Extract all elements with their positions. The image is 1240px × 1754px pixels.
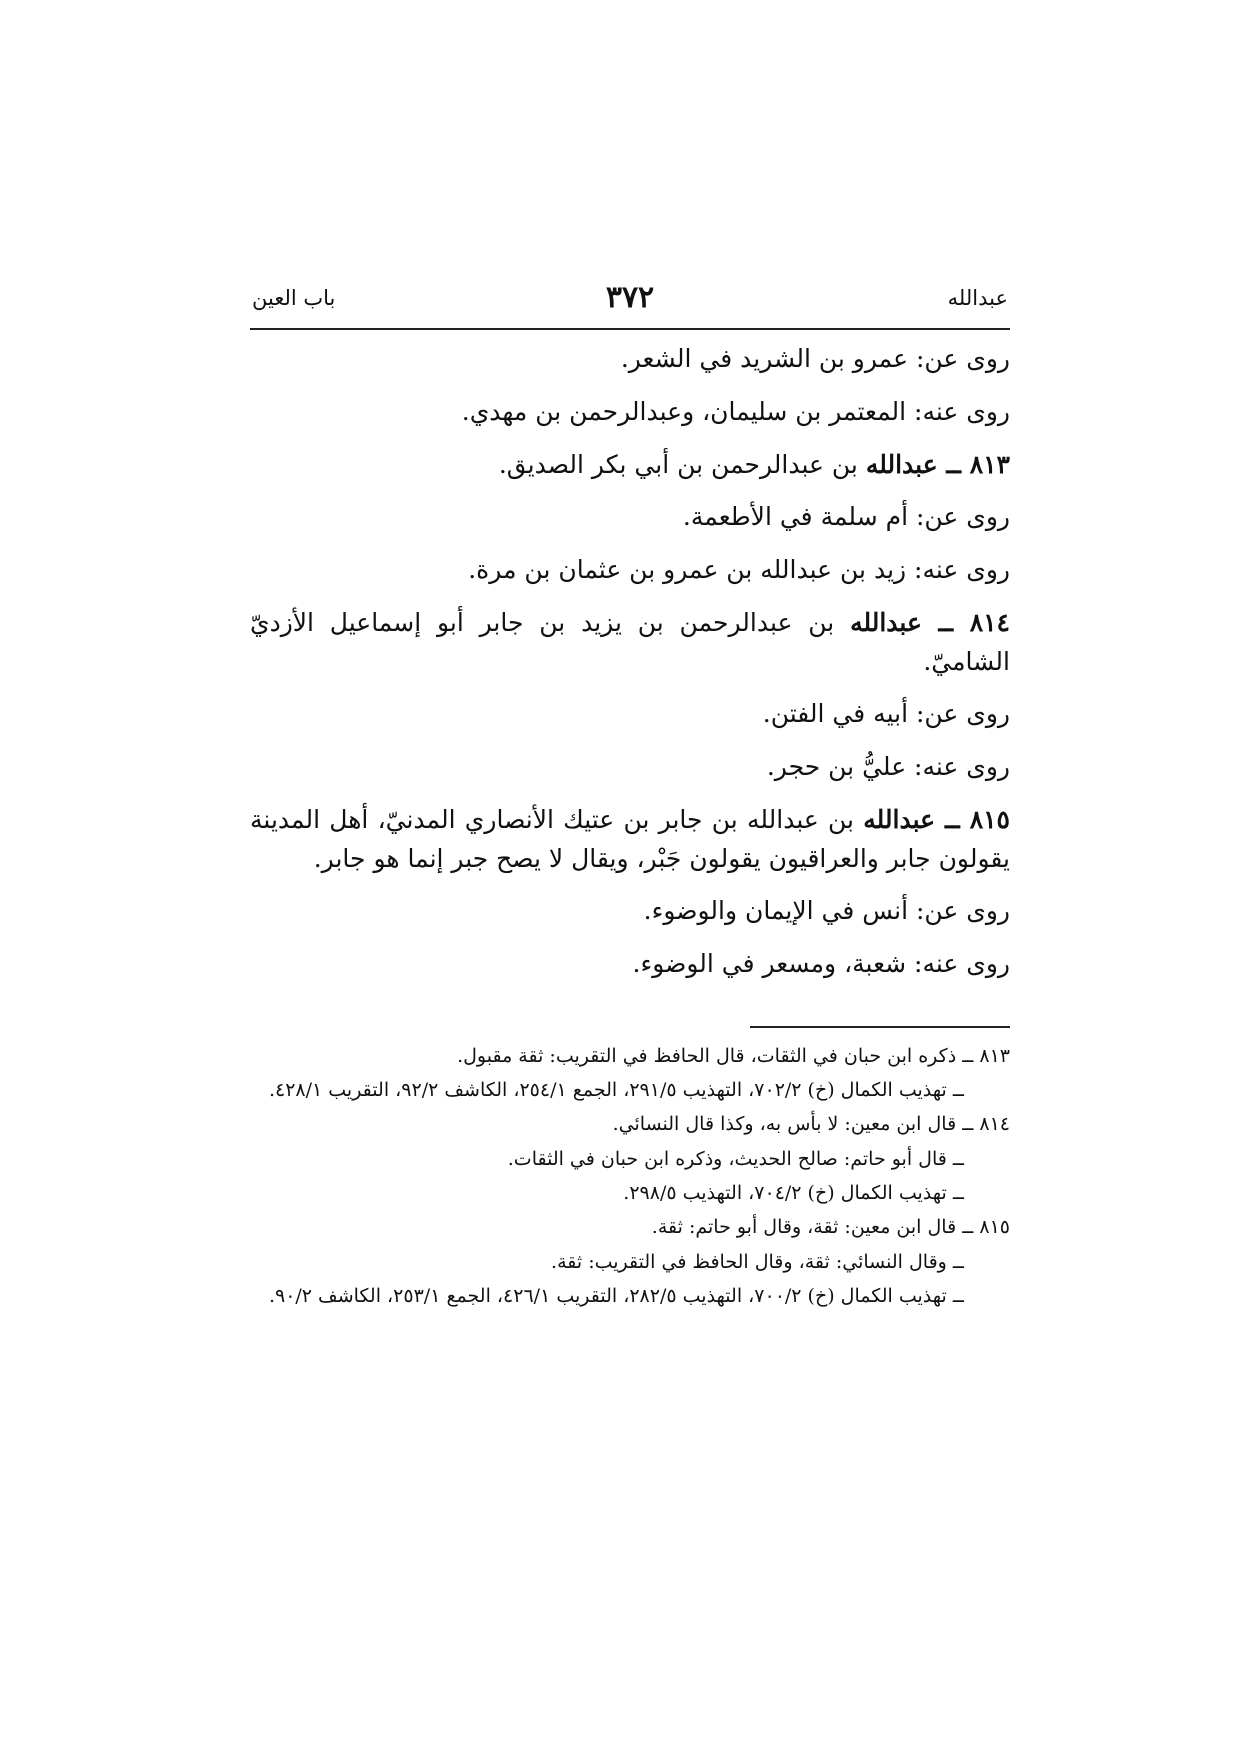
page-number: ٣٧٢ <box>605 280 655 315</box>
footnotes <box>250 1040 1010 1312</box>
footnote-separator <box>750 1026 1010 1028</box>
footnote-line: ــ تهذيب الكمال (خ) ٧٠٢/٢، التهذيب ٢٩١/٥، الجمع ٢٥٤/١، الكاشف ٩٢/٢، التقريب ٤٢٨/١. <box>268 1079 964 1102</box>
footnote-line: ٨١٤ ــ قال ابن معين: لا بأس به، وكذا قال النسائي. <box>612 1113 1010 1136</box>
footnote-line: ــ وقال النسائي: ثقة، وقال الحافظ في التقريب: ثقة. <box>551 1250 964 1273</box>
footnote-line: ٨١٣ ــ ذكره ابن حبان في الثقات، قال الحافظ في التقريب: ثقة مقبول. <box>457 1044 1010 1067</box>
entry-dash: ــ <box>935 804 970 834</box>
entry-text: بن عبدالرحمن بن أبي بكر الصديق. <box>498 449 866 479</box>
header-right-title: عبدالله <box>947 286 1008 310</box>
main-text <box>250 340 1010 984</box>
biography-entry <box>250 801 1010 879</box>
entry-text: بن عبدالله بن جابر بن عتيك الأنصاري المدنيّ، أهل المدينة يقولون جابر والعراقيون يقولون جَبْر، ويقال لا يصح جبر إنما هو جابر. <box>250 804 1010 873</box>
entry-number: ٨١٤ <box>969 607 1010 637</box>
narration-line: روى عنه: شعبة، ومسعر في الوضوء. <box>632 949 1010 978</box>
footnote-line: ٨١٥ ــ قال ابن معين: ثقة، وقال أبو حاتم: ثقة. <box>651 1216 1010 1239</box>
entry-dash: ــ <box>921 607 970 637</box>
entry-name: عبدالله <box>850 607 922 637</box>
narration-line: روى عنه: عليُّ بن حجر. <box>766 752 1010 781</box>
entry-text: بن عبدالرحمن بن يزيد بن جابر أبو إسماعيل الأزديّ الشاميّ. <box>250 607 1010 676</box>
header-chapter-title: باب العين <box>252 286 336 310</box>
biography-entry <box>250 446 1010 485</box>
entry-number: ٨١٥ <box>969 804 1010 834</box>
narration-line: روى عنه: زيد بن عبدالله بن عمرو بن عثمان بن مرة. <box>468 555 1010 584</box>
narration-line: روى عن: أم سلمة في الأطعمة. <box>682 502 1010 532</box>
entry-name: عبدالله <box>863 804 936 834</box>
footnote-line: ــ تهذيب الكمال (خ) ٧٠٠/٢، التهذيب ٢٨٢/٥، التقريب ٤٢٦/١، الجمع ٢٥٣/١، الكاشف ٩٠/٢. <box>268 1284 964 1307</box>
entry-name: عبدالله <box>865 449 938 479</box>
footnote-line: ــ تهذيب الكمال (خ) ٧٠٤/٢، التهذيب ٢٩٨/٥. <box>623 1181 964 1204</box>
narration-line: روى عن: أنس في الإيمان والوضوء. <box>643 896 1010 926</box>
book-page <box>250 280 1010 1314</box>
narration-line: روى عن: عمرو بن الشريد في الشعر. <box>620 344 1010 373</box>
running-header <box>250 280 1010 330</box>
entry-dash: ــ <box>937 449 970 479</box>
footnote-line: ــ قال أبو حاتم: صالح الحديث، وذكره ابن حبان في الثقات. <box>507 1147 964 1170</box>
biography-entry <box>250 604 1010 682</box>
narration-line: روى عنه: المعتمر بن سليمان، وعبدالرحمن بن مهدي. <box>461 396 1010 426</box>
entry-number: ٨١٣ <box>969 449 1010 479</box>
narration-line: روى عن: أبيه في الفتن. <box>762 699 1010 729</box>
